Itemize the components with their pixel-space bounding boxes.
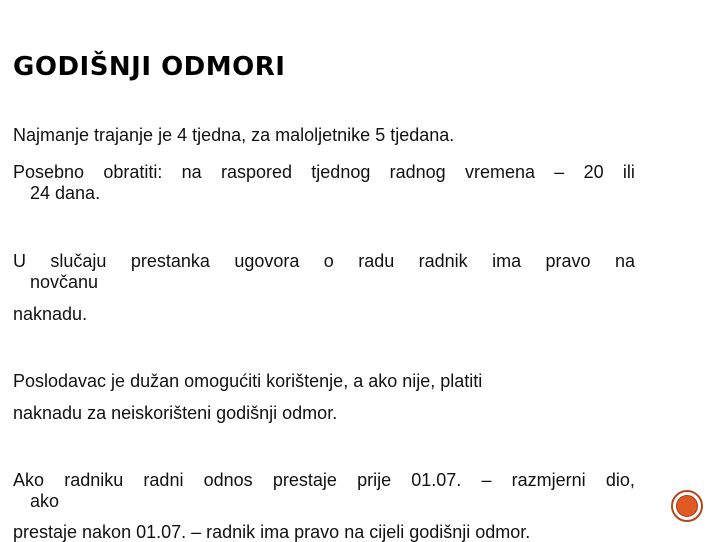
word: odnos	[203, 470, 253, 490]
word: razmjerni	[511, 470, 586, 490]
word: obratiti:	[103, 162, 163, 182]
word: radniku	[64, 470, 124, 490]
text-line-days: 24 dana.	[30, 183, 101, 203]
word: radnik	[418, 251, 468, 271]
word: tjednog	[311, 162, 371, 182]
text-line-employer: Poslodavac je dužan omogućiti korištenje, a ako nije, platiti	[13, 371, 483, 391]
text-line-termination	[13, 251, 635, 271]
word: slučaju	[50, 251, 107, 271]
text-line-special-attention	[13, 162, 635, 182]
word: radu	[358, 251, 395, 271]
word: raspored	[220, 162, 293, 182]
word: prije	[357, 470, 392, 490]
word: –	[554, 162, 565, 182]
text-line-after-date: prestaje nakon 01.07. – radnik ima pravo na cijeli godišnji odmor.	[13, 522, 531, 542]
word: 01.07.	[411, 470, 462, 490]
word: dio,	[605, 470, 635, 490]
page-title: GODIŠNJI ODMORI	[13, 52, 286, 82]
word: prestaje	[272, 470, 337, 490]
word: 20	[583, 162, 604, 182]
word: U	[13, 251, 26, 271]
word: prestanka	[130, 251, 210, 271]
text-line-minimum-duration: Najmanje trajanje je 4 tjedna, za maloljetnike 5 tjedana.	[13, 125, 455, 145]
word: ugovora	[234, 251, 300, 271]
text-line-before-date	[13, 470, 635, 490]
word: radni	[143, 470, 184, 490]
circle-button[interactable]	[671, 490, 703, 522]
word: vremena	[464, 162, 536, 182]
text-line-monetary: novčanu	[30, 272, 99, 292]
text-line-if: ako	[30, 491, 60, 511]
word: –	[481, 470, 492, 490]
word: pravo	[545, 251, 591, 271]
circle-icon	[676, 495, 698, 517]
word: o	[323, 251, 334, 271]
word: radnog	[389, 162, 446, 182]
word: na	[614, 251, 635, 271]
word: ili	[622, 162, 635, 182]
word: Ako	[13, 470, 45, 490]
word: Posebno	[13, 162, 85, 182]
text-line-unused-leave: naknadu za neiskorišteni godišnji odmor.	[13, 403, 338, 423]
word: ima	[492, 251, 522, 271]
word: na	[181, 162, 202, 182]
text-line-compensation: naknadu.	[13, 304, 88, 324]
